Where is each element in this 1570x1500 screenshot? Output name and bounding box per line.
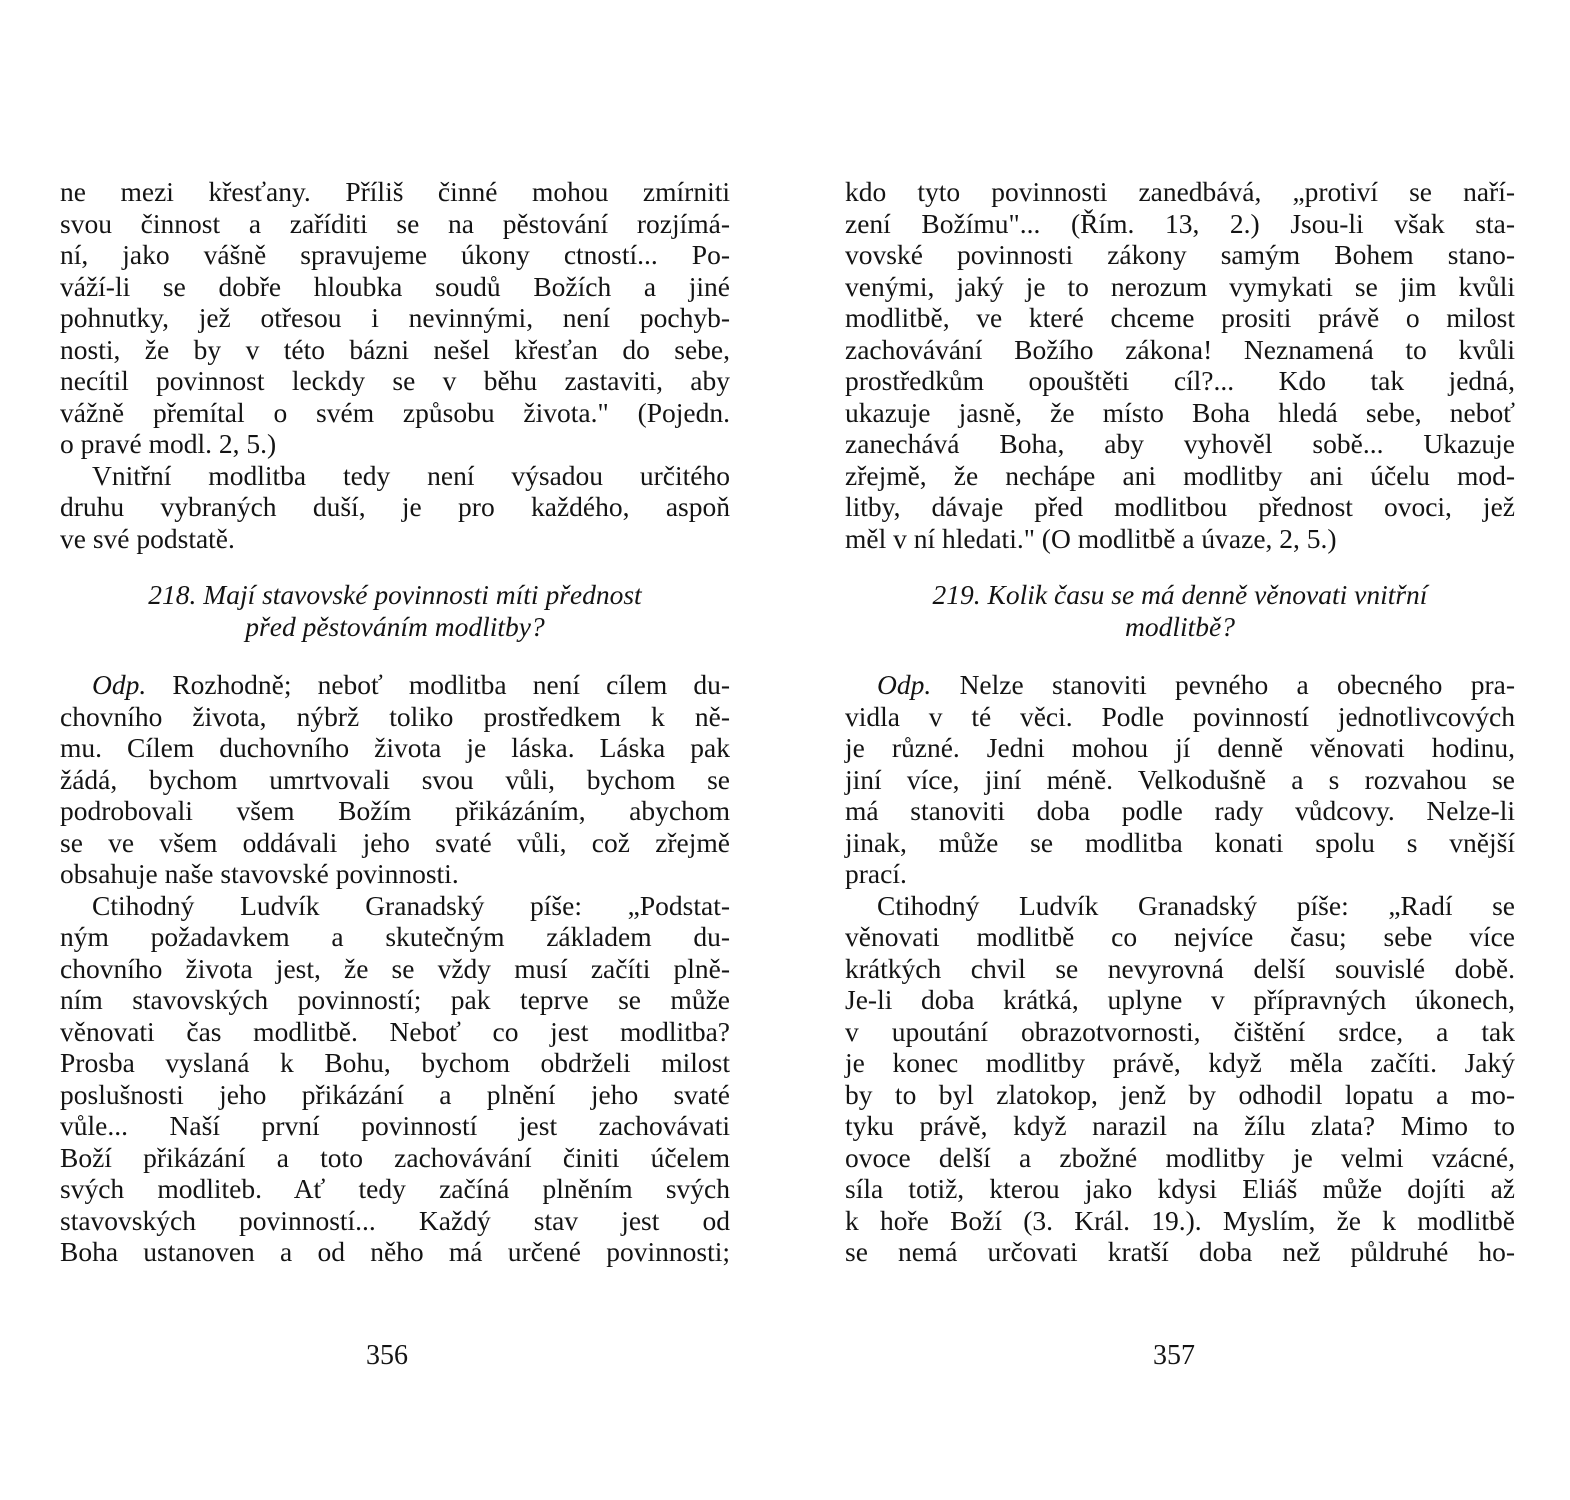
odp-label: Odp.	[92, 669, 147, 700]
text-line: je konec modlitby právě, když měla začíti. Jaký	[845, 1047, 1515, 1078]
odp-label: Odp.	[877, 669, 932, 700]
text-line: ním stavovských povinností; pak teprve se může	[60, 984, 730, 1015]
question-heading-line: před pěstováním modlitby?	[245, 610, 545, 642]
text-line: Prosba vyslaná k Bohu, bychom obdrželi milost	[60, 1047, 730, 1078]
text-line: k hoře Boží (3. Král. 19.). Myslím, že k modlitbě	[845, 1204, 1515, 1236]
left-paragraph-2	[60, 460, 730, 555]
text-line: tyku právě, když narazil na žílu zlata? Mimo to	[845, 1110, 1515, 1141]
answer-219-first-line-text: Nelze stanoviti pevného a obecného pra-	[931, 669, 1515, 700]
text-line: chovního života, nýbrž toliko prostředkem k ně-	[60, 700, 730, 732]
text-line: měl v ní hledati." (O modlitbě a úvaze, 2, 5.)	[845, 522, 1337, 554]
text-line: zanechává Boha, aby vyhověl sobě... Ukazuje	[845, 428, 1515, 459]
text-line: žádá, bychom umrtvovali svou vůli, bychom se	[60, 763, 730, 795]
page-number-left: 356	[366, 1340, 408, 1371]
question-heading-line: 218. Mají stavovské povinnosti míti přednost	[148, 579, 642, 610]
text-line: modlitbě, ve které chceme prositi právě o milost	[845, 302, 1515, 333]
answer-219	[845, 669, 1515, 890]
text-line: v upoutání obrazotvornosti, čištění srdce, a tak	[845, 1015, 1515, 1047]
text-line: věnovati čas modlitbě. Neboť co jest modlitba?	[60, 1015, 730, 1047]
text-line: ní, jako vášně spravujeme úkony ctností... Po-	[60, 239, 730, 270]
text-line: je různé. Jedni mohou jí denně věnovati hodinu,	[845, 732, 1515, 763]
text-line: vovské povinnosti zákony samým Bohem stano-	[845, 239, 1515, 270]
text-line: Ctihodný Ludvík Granadský píše: „Podstat-	[92, 889, 730, 921]
text-line: zení Božímu"... (Řím. 13, 2.) Jsou-li však sta-	[845, 207, 1515, 239]
text-line: necítil povinnost leckdy se v běhu zastaviti, aby	[60, 365, 730, 396]
text-line: druhu vybraných duší, je pro každého, aspoň	[60, 491, 730, 522]
text-line: ne mezi křesťany. Příliš činné mohou zmírniti	[60, 176, 730, 207]
text-line: Vnitřní modlitba tedy není výsadou určitého	[92, 459, 730, 491]
text-line: Ctihodný Ludvík Granadský píše: „Radí se	[877, 889, 1515, 921]
right-quote-paragraph	[845, 890, 1515, 1268]
answer-218-first-line-text: Rozhodně; neboť modlitba není cílem du-	[146, 669, 730, 700]
text-line: prostředkům opouštěti cíl?... Kdo tak jedná,	[845, 365, 1515, 396]
text-line: zachovávání Božího zákona! Neznamená to kvůli	[845, 333, 1515, 365]
text-line: vůle... Naší první povinností jest zachovávati	[60, 1110, 730, 1141]
text-line: chovního života jest, že se vždy musí začíti plně-	[60, 952, 730, 984]
text-line: svých modliteb. Ať tedy začíná plněním svých	[60, 1173, 730, 1204]
text-line: vážně přemítal o svém způsobu života." (Pojedn.	[60, 396, 730, 428]
text-line: svou činnost a zaříditi se na pěstování rozjímá-	[60, 207, 730, 239]
text-line: Je-li doba krátká, uplyne v přípravných úkonech,	[845, 984, 1515, 1015]
text-line: věnovati modlitbě co nejvíce času; sebe více	[845, 921, 1515, 952]
text-line: jinak, může se modlitba konati spolu s vnější	[845, 826, 1515, 858]
question-heading-line: 219. Kolik času se má denně věnovati vnitřní	[932, 579, 1428, 610]
text-line: ve své podstatě.	[60, 522, 235, 554]
answer-218	[60, 669, 730, 890]
text-line: pohnutky, jež otřesou i nevinnými, není pochyb-	[60, 302, 730, 333]
page-number-right: 357	[1153, 1340, 1195, 1371]
text-line: prací.	[845, 858, 907, 889]
text-line: vidla v té věci. Podle povinností jednotlivcových	[845, 700, 1515, 732]
left-intro-paragraph	[60, 176, 730, 460]
answer-218-first-line	[60, 669, 730, 701]
left-quote-paragraph	[60, 890, 730, 1268]
text-line: ným požadavkem a skutečným základem du-	[60, 921, 730, 952]
text-line: stavovských povinností... Každý stav jest od	[60, 1204, 730, 1236]
text-line: venými, jaký je to nerozum vymykati se jim kvůli	[845, 270, 1515, 302]
text-line: váží-li se dobře hloubka soudů Božích a jiné	[60, 270, 730, 302]
text-line: krátkých chvil se nevyrovná delší souvislé době.	[845, 952, 1515, 984]
question-heading-line: modlitbě?	[1125, 610, 1235, 642]
text-line: se nemá určovati kratší doba než půldruhé ho-	[845, 1236, 1515, 1267]
text-line: kdo tyto povinnosti zanedbává, „protiví se naří-	[845, 176, 1515, 207]
right-page	[845, 176, 1515, 1268]
answer-219-first-line	[845, 669, 1515, 701]
text-line: obsahuje naše stavovské povinnosti.	[60, 858, 459, 889]
text-line: Boha ustanoven a od něho má určené povinnosti;	[60, 1236, 730, 1267]
right-intro-paragraph	[845, 176, 1515, 554]
text-line: má stanoviti doba podle rady vůdcovy. Nelze-li	[845, 795, 1515, 826]
text-line: zřejmě, že nechápe ani modlitby ani účelu mod-	[845, 459, 1515, 491]
left-page	[60, 176, 730, 1268]
text-line: mu. Cílem duchovního života je láska. Láska pak	[60, 732, 730, 763]
text-line: Boží přikázání a toto zachovávání činiti účelem	[60, 1141, 730, 1173]
text-line: poslušnosti jeho přikázání a plnění jeho svaté	[60, 1078, 730, 1110]
text-line: podrobovali všem Božím přikázáním, abychom	[60, 795, 730, 826]
text-line: se ve všem oddávali jeho svaté vůli, což zřejmě	[60, 826, 730, 858]
text-line: by to byl zlatokop, jenž by odhodil lopatu a mo-	[845, 1078, 1515, 1110]
question-218-heading	[60, 579, 730, 642]
question-219-heading	[845, 579, 1515, 642]
text-line: litby, dávaje před modlitbou přednost ovoci, jež	[845, 491, 1515, 522]
text-line: ukazuje jasně, že místo Boha hledá sebe, neboť	[845, 396, 1515, 428]
text-line: síla totiž, kterou jako kdysi Eliáš může dojíti až	[845, 1173, 1515, 1204]
text-line: jiní více, jiní méně. Velkodušně a s rozvahou se	[845, 763, 1515, 795]
text-line: o pravé modl. 2, 5.)	[60, 428, 277, 459]
text-line: nosti, že by v této bázni nešel křesťan do sebe,	[60, 333, 730, 365]
text-line: ovoce delší a zbožné modlitby je velmi vzácné,	[845, 1141, 1515, 1173]
